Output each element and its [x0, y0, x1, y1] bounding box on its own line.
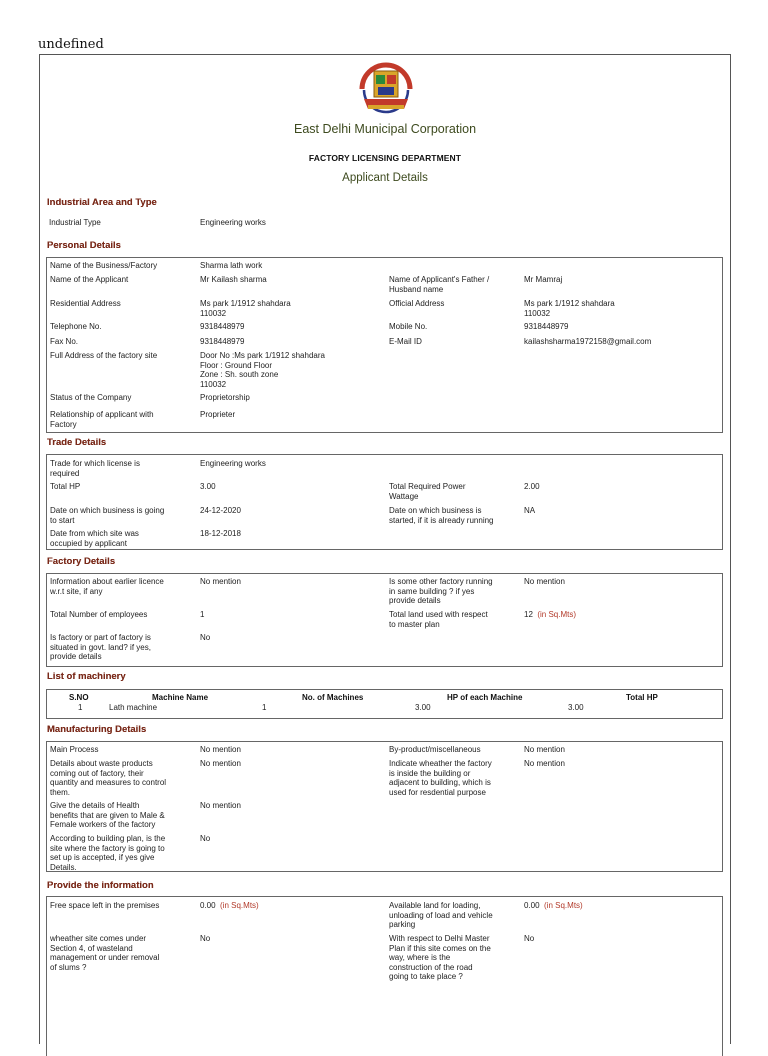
table-header: Machine Name: [152, 693, 209, 702]
field-label: Total Required Power Wattage: [389, 482, 466, 501]
field-label: Total land used with respect to master plan: [389, 610, 488, 629]
field-value: 0.00 (in Sq.Mts): [524, 901, 583, 910]
field-label: Details about waste products coming out of factory, their quantity and measures to control them.: [50, 759, 167, 797]
field-value: Engineering works: [200, 218, 266, 227]
email-value: kailashsharma1972158@gmail.com: [524, 337, 652, 346]
field-value: No: [200, 834, 211, 843]
field-value: Proprietorship: [200, 393, 250, 402]
application-form: [39, 54, 731, 1044]
section-title-provide: Provide the information: [47, 880, 154, 891]
field-value: 9318448979: [524, 322, 569, 331]
table-cell: 1: [262, 703, 267, 712]
field-value: 0.00 (in Sq.Mts): [200, 901, 259, 910]
field-value: 18-12-2018: [200, 529, 241, 538]
field-value: 12 (in Sq.Mts): [524, 610, 577, 619]
section-title-industrial: Industrial Area and Type: [47, 197, 157, 208]
field-value: 2.00: [524, 482, 540, 491]
field-label: By-product/miscellaneous: [389, 745, 481, 754]
field-value: Ms park 1/1912 shahdara 110032: [200, 299, 291, 318]
field-label: With respect to Delhi Master Plan if this site comes on the way, where is the construction of the road going to take place ?: [389, 934, 491, 981]
table-cell: 3.00: [568, 703, 584, 712]
field-label: Status of the Company: [50, 393, 132, 402]
field-value: Ms park 1/1912 shahdara 110032: [524, 299, 615, 318]
field-label: Fax No.: [50, 337, 79, 346]
field-label: Is some other factory running in same building ? if yes provide details: [389, 577, 493, 605]
field-value: No mention: [200, 801, 241, 810]
field-value: No mention: [200, 577, 241, 586]
field-label: E-Mail ID: [389, 337, 422, 346]
field-label: Total Number of employees: [50, 610, 148, 619]
org-name: East Delhi Municipal Corporation: [293, 122, 477, 136]
section-title-factory: Factory Details: [47, 556, 116, 567]
field-value: No: [524, 934, 535, 943]
provide-information-box: [46, 896, 723, 1056]
field-label: Date on which business is going to start: [50, 506, 165, 525]
field-value: NA: [524, 506, 536, 515]
personal-details-box: [46, 257, 723, 433]
field-label: Relationship of applicant with Factory: [50, 410, 154, 429]
field-label: Information about earlier licence w.r.t site, if any: [50, 577, 164, 596]
field-value: No mention: [200, 745, 241, 754]
field-label: Give the details of Health benefits that are given to Male & Female workers of the factory: [50, 801, 165, 829]
department-name: FACTORY LICENSING DEPARTMENT: [308, 153, 462, 163]
field-label: Main Process: [50, 745, 99, 754]
machinery-table: [46, 689, 723, 719]
field-label: Telephone No.: [50, 322, 102, 331]
field-label: Name of Applicant's Father / Husband name: [389, 275, 490, 294]
field-label: Date on which business is started, if it is already running: [389, 506, 494, 525]
field-label: Total HP: [50, 482, 81, 491]
section-title-trade: Trade Details: [47, 437, 107, 448]
field-value: No mention: [524, 577, 565, 586]
field-label: According to building plan, is the site where the factory is going to set up is accepted, if yes give Details.: [50, 834, 166, 872]
field-label: Date from which site was occupied by applicant: [50, 529, 139, 548]
field-value: 1: [200, 610, 205, 619]
field-value: No mention: [524, 745, 565, 754]
manufacturing-details-box: [46, 741, 723, 872]
table-header: HP of each Machine: [447, 693, 523, 702]
field-value: Engineering works: [200, 459, 266, 468]
page-subtitle: Applicant Details: [342, 172, 428, 184]
field-value: 3.00: [200, 482, 216, 491]
field-label: Name of the Business/Factory: [50, 261, 158, 270]
field-value: No mention: [200, 759, 241, 768]
field-label: Mobile No.: [389, 322, 428, 331]
field-label: Residential Address: [50, 299, 121, 308]
field-value: No: [200, 934, 211, 943]
page-top-text: undefined: [38, 37, 104, 52]
field-label: Name of the Applicant: [50, 275, 129, 284]
section-title-manufacturing: Manufacturing Details: [47, 724, 147, 735]
field-label: Available land for loading, unloading of load and vehicle parking: [389, 901, 493, 929]
field-value: Mr Mamraj: [524, 275, 563, 284]
section-title-personal: Personal Details: [47, 240, 121, 251]
field-value: No: [200, 633, 211, 642]
field-value: 24-12-2020: [200, 506, 241, 515]
table-header: No. of Machines: [302, 693, 364, 702]
table-cell: 1: [78, 703, 83, 712]
table-header: S.NO: [69, 693, 89, 702]
field-value: 9318448979: [200, 322, 245, 331]
table-cell: 3.00: [415, 703, 431, 712]
field-label: Official Address: [389, 299, 445, 308]
field-label: Free space left in the premises: [50, 901, 160, 910]
field-value: Sharma lath work: [200, 261, 263, 270]
field-value: 9318448979: [200, 337, 245, 346]
trade-details-box: [46, 454, 723, 550]
edmc-emblem-icon: [356, 59, 416, 119]
field-label: Industrial Type: [49, 218, 101, 227]
field-label: Is factory or part of factory is situated in govt. land? if yes, provide details: [50, 633, 151, 661]
field-label: Full Address of the factory site: [50, 351, 158, 360]
field-label: Indicate wheather the factory is inside the building or adjacent to building, which is used for resdential purpose: [389, 759, 492, 797]
field-value: Mr Kailash sharma: [200, 275, 267, 284]
factory-details-box: [46, 573, 723, 667]
section-title-machinery: List of machinery: [47, 671, 126, 682]
field-value: No mention: [524, 759, 565, 768]
table-header: Total HP: [626, 693, 658, 702]
field-label: wheather site comes under Section 4, of wasteland management or under removal of slums ?: [50, 934, 160, 972]
field-label: Trade for which license is required: [50, 459, 140, 478]
table-cell: Lath machine: [109, 703, 158, 712]
field-value: Proprieter: [200, 410, 236, 419]
field-value: Door No :Ms park 1/1912 shahdara Floor : Ground Floor Zone : Sh. south zone 110032: [200, 351, 325, 389]
